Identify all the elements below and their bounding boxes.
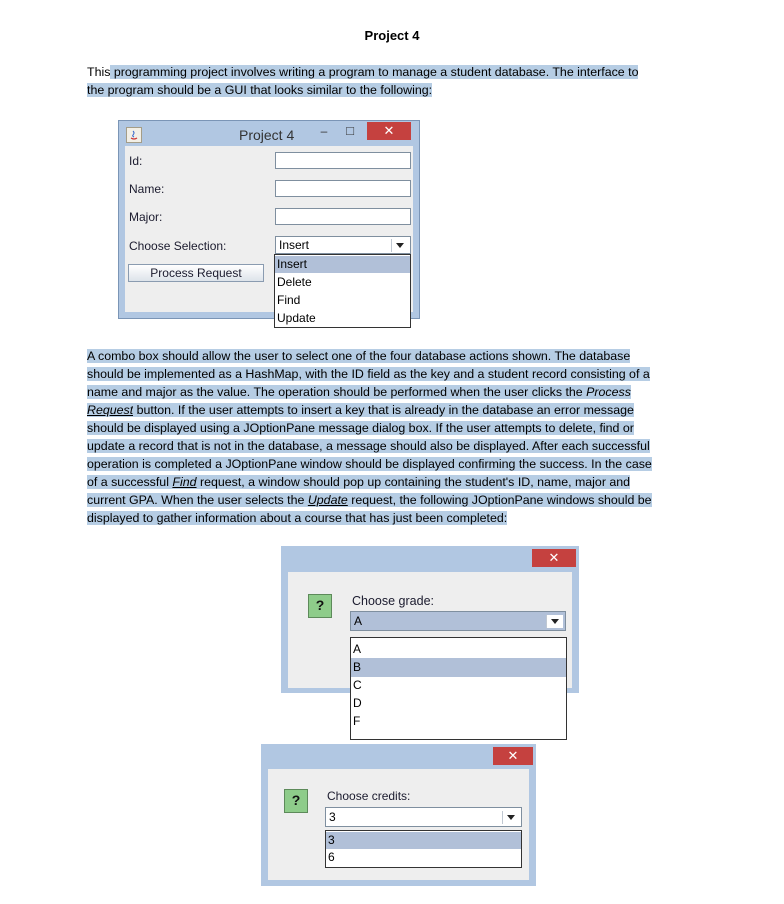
combo-value: Insert	[279, 238, 310, 252]
chevron-down-icon[interactable]	[391, 239, 408, 252]
body-line-2: should be implemented as a HashMap, with the ID field as the key and a student record consisting of a	[87, 367, 650, 381]
credits-combo-value: 3	[329, 810, 336, 824]
action-combo-box[interactable]	[275, 236, 411, 254]
body-line-9: current GPA. When the user selects the	[87, 493, 308, 507]
grade-combo-box[interactable]	[350, 611, 566, 631]
chevron-down-icon[interactable]	[502, 811, 519, 824]
body-line-10: displayed to gather information about a course that has just been completed:	[87, 511, 508, 525]
credits-option-6[interactable]: 6	[328, 850, 335, 864]
list-item-highlight	[326, 832, 521, 849]
body-line-9c: request, the following JOptionPane windows should be	[347, 493, 652, 507]
chevron-down-icon[interactable]	[546, 615, 563, 628]
credits-close-button[interactable]: ✕	[493, 747, 533, 765]
option-update[interactable]: Update	[277, 311, 316, 325]
intro-word: This	[87, 65, 111, 79]
page-title: Project 4	[364, 28, 420, 43]
intro-line-2: the program should be a GUI that looks similar to the following:	[87, 83, 433, 97]
option-insert[interactable]: Insert	[277, 257, 308, 271]
body-paragraph	[87, 347, 652, 527]
java-icon	[126, 127, 142, 143]
grade-option-b[interactable]: B	[353, 660, 362, 674]
grade-option-a[interactable]: A	[353, 642, 362, 656]
credits-combo-box[interactable]	[325, 807, 522, 827]
grade-option-c[interactable]: C	[353, 678, 362, 692]
window-title: Project 4	[239, 127, 295, 143]
grade-prompt: Choose grade:	[352, 594, 435, 608]
body-line-7: operation is completed a JOptionPane window should be displayed confirming the success. In the case	[87, 457, 652, 471]
choose-selection-label: Choose Selection:	[129, 239, 227, 253]
grade-option-f[interactable]: F	[353, 714, 361, 728]
body-update-term: Update	[307, 493, 348, 507]
grade-option-d[interactable]: D	[353, 696, 362, 710]
intro-line-1: programming project involves writing a program to manage a student database. The interface to	[110, 65, 639, 79]
intro-paragraph	[87, 63, 638, 99]
major-input[interactable]	[275, 208, 411, 225]
body-line-8c: request, a window should pop up containing the student's ID, name, major and	[196, 475, 631, 489]
body-line-3: name and major as the value. The operation should be performed when the user clicks the	[87, 385, 587, 399]
body-process-term: Process	[586, 385, 631, 399]
id-input[interactable]	[275, 152, 411, 169]
major-label: Major:	[129, 210, 163, 224]
body-find-term: Find	[172, 475, 197, 489]
maximize-icon[interactable]: □	[346, 123, 354, 138]
action-dropdown-list	[274, 254, 411, 328]
credits-option-3[interactable]: 3	[328, 833, 335, 847]
body-line-6: update a record that is not in the database, a message should also be displayed. After each successful	[87, 439, 650, 453]
grade-dropdown-list	[350, 637, 567, 740]
body-request-term: Request	[87, 403, 134, 417]
grade-close-button[interactable]: ✕	[532, 549, 576, 567]
grade-combo-value: A	[354, 614, 363, 628]
option-find[interactable]: Find	[277, 293, 301, 307]
question-icon: ?	[284, 789, 308, 813]
minimize-icon[interactable]: –	[320, 124, 328, 138]
option-delete[interactable]: Delete	[277, 275, 312, 289]
question-icon: ?	[308, 594, 332, 618]
list-item-highlight	[351, 658, 566, 677]
body-line-4: button. If the user attempts to insert a key that is already in the database an error message	[133, 403, 634, 417]
credits-prompt: Choose credits:	[327, 789, 411, 803]
id-label: Id:	[129, 154, 143, 168]
name-label: Name:	[129, 182, 165, 196]
process-request-button[interactable]: Process Request	[128, 264, 264, 282]
name-input[interactable]	[275, 180, 411, 197]
body-line-5: should be displayed using a JOptionPane message dialog box. If the user attempts to delete, find or	[87, 421, 634, 435]
close-button[interactable]: ✕	[367, 122, 411, 140]
body-line-1: A combo box should allow the user to select one of the four database actions shown. The database	[87, 349, 631, 363]
body-line-8a: of a successful	[87, 475, 173, 489]
credits-dropdown-list	[325, 830, 522, 868]
